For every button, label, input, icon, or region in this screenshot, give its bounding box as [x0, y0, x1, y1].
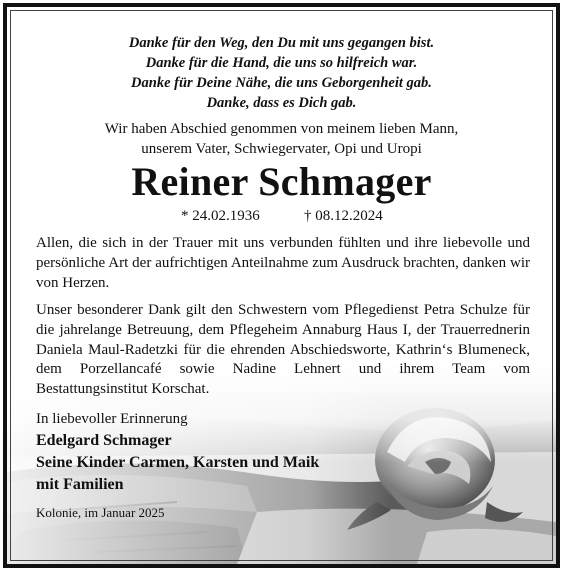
poem-line: Danke, dass es Dich gab.: [206, 95, 357, 111]
intro-line: Wir haben Abschied genommen von meinem lieben Mann,: [104, 121, 459, 137]
life-dates: [7, 208, 556, 228]
intro-line: unserem Vater, Schwiegervater, Opi und Uropi: [141, 141, 422, 157]
poem-line: Danke für Deine Nähe, die uns Geborgenheit gab.: [131, 75, 432, 91]
birth-date: * 24.02.1936: [181, 208, 260, 224]
signature-name: Edelgard Schmager: [36, 432, 172, 449]
signature-name: mit Familien: [36, 476, 124, 493]
signature-block: [36, 408, 319, 496]
death-date: † 08.12.2024: [304, 208, 383, 224]
place-and-date: Kolonie, im Januar 2025: [36, 505, 165, 520]
poem: [7, 33, 556, 113]
deceased-name: Reiner Schmager: [131, 159, 432, 204]
special-thanks-paragraph: Unser besonderer Dank gilt den Schwestern vom Pflegedienst Petra Schulze für die jahrelange Betreuung, dem Pflegeheim Annaburg Haus I, der Trauerrednerin Daniela Maul-Radetzki für die ehrenden Abschiedsworte, Kathrin‘s Blumeneck, dem Porzellancafé sowie Nadine Lehnert und ihrem Team vom Bestattungsinstitut Korschat.: [36, 302, 530, 398]
poem-line: Danke für die Hand, die uns so hilfreich war.: [145, 55, 418, 71]
obituary-notice: [3, 3, 560, 568]
signature-name: Seine Kinder Carmen, Karsten und Maik: [36, 454, 320, 471]
notice-content: [7, 7, 556, 564]
signature-lead: In liebevoller Erinnerung: [36, 411, 188, 427]
thanks-paragraph: Allen, die sich in der Trauer mit uns verbunden fühlten und ihre liebevolle und persönliche Art der aufrichtigen Anteilnahme zum Ausdruck brachten, danken wir von Herzen.: [36, 235, 530, 291]
farewell-intro: [7, 119, 556, 159]
poem-line: Danke für den Weg, den Du mit uns gegangen bist.: [128, 35, 435, 51]
